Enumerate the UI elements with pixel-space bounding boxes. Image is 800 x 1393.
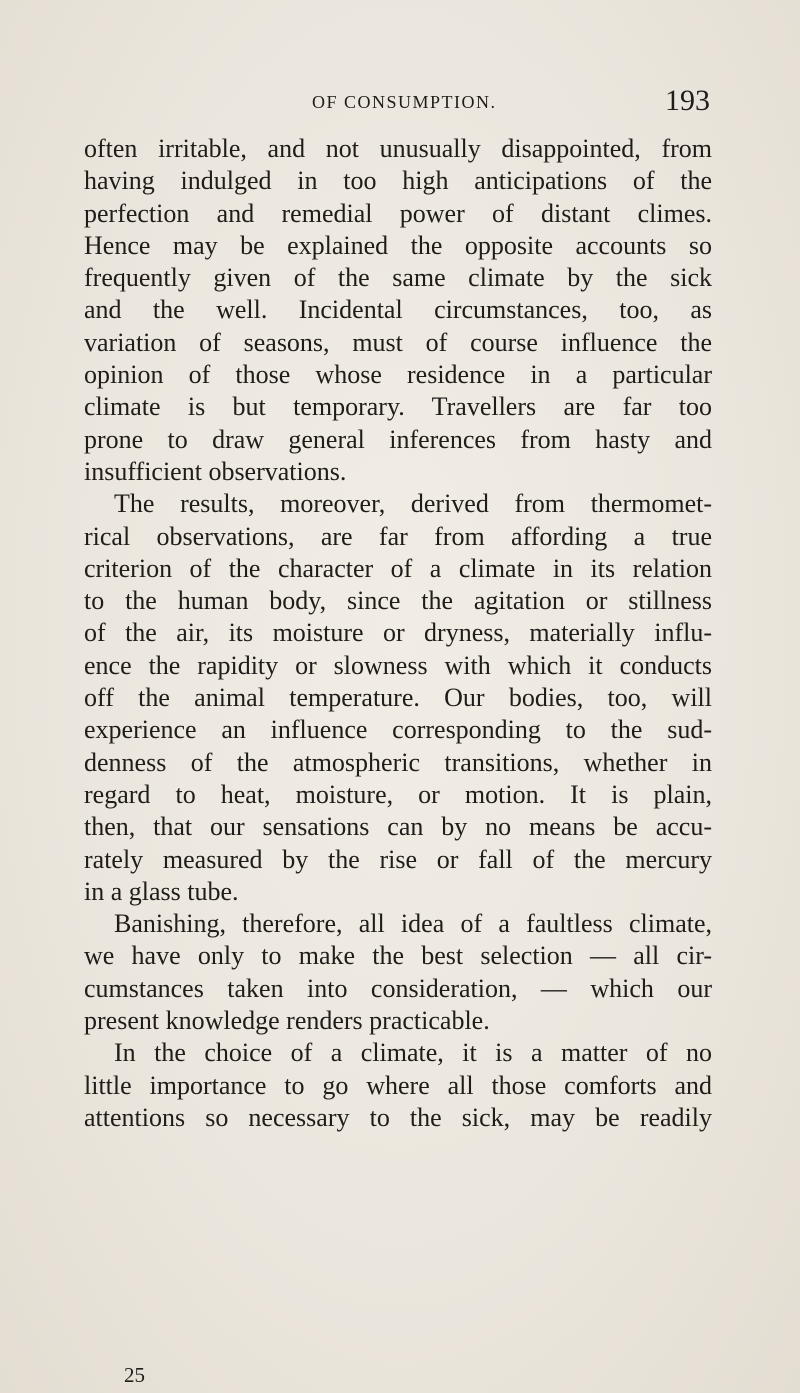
signature-mark: 25 bbox=[124, 1363, 145, 1387]
text-line: little importance to go where all those comforts and bbox=[84, 1070, 712, 1100]
text-line: The results, moreover, derived from thermomet- bbox=[114, 489, 712, 519]
text-line: In the choice of a climate, it is a matter of no bbox=[114, 1038, 712, 1068]
text-line: often irritable, and not unusually disappointed, from bbox=[84, 134, 712, 163]
text-line: experience an influence corresponding to the sud- bbox=[84, 715, 712, 745]
text-line: then, that our sensations can by no means be accu- bbox=[84, 812, 712, 842]
text-line: variation of seasons, must of course influence the bbox=[84, 327, 712, 357]
text-line: prone to draw general inferences from hasty and bbox=[84, 424, 712, 454]
running-head bbox=[84, 84, 710, 118]
text-line: criterion of the character of a climate in its relation bbox=[84, 553, 712, 583]
text-line: climate is but temporary. Travellers are far too bbox=[84, 392, 712, 422]
body-text bbox=[84, 133, 712, 1134]
text-line: attentions so necessary to the sick, may be readily bbox=[84, 1102, 712, 1132]
text-line: to the human body, since the agitation or stillness bbox=[84, 586, 712, 616]
text-line: of the air, its moisture or dryness, materially influ- bbox=[84, 618, 712, 648]
text-line: regard to heat, moisture, or motion. It is plain, bbox=[84, 779, 712, 809]
text-line: Banishing, therefore, all idea of a faultless climate, bbox=[114, 909, 712, 939]
text-line: opinion of those whose residence in a particular bbox=[84, 360, 712, 390]
text-line: cumstances taken into consideration, — which our bbox=[84, 973, 712, 1003]
text-line: ence the rapidity or slowness with which it conducts bbox=[84, 650, 712, 680]
text-line: and the well. Incidental circumstances, too, as bbox=[84, 295, 712, 325]
running-title: OF CONSUMPTION. bbox=[312, 92, 497, 112]
text-line: denness of the atmospheric transitions, whether in bbox=[84, 747, 712, 777]
text-line: rately measured by the rise or fall of the mercury bbox=[84, 844, 712, 874]
text-line: having indulged in too high anticipations of the bbox=[84, 166, 712, 196]
text-line: insufficient observations. bbox=[84, 456, 347, 486]
text-line: off the animal temperature. Our bodies, too, will bbox=[84, 683, 712, 713]
text-line: frequently given of the same climate by the sick bbox=[84, 263, 712, 293]
text-line: Hence may be explained the opposite accounts so bbox=[84, 230, 712, 260]
text-line: we have only to make the best selection — all cir- bbox=[84, 941, 712, 971]
text-line: in a glass tube. bbox=[84, 876, 239, 906]
text-line: rical observations, are far from affording a true bbox=[84, 521, 712, 551]
text-line: present knowledge renders practicable. bbox=[84, 1006, 490, 1036]
page-number: 193 bbox=[665, 84, 710, 117]
text-line: perfection and remedial power of distant climes. bbox=[84, 198, 712, 228]
